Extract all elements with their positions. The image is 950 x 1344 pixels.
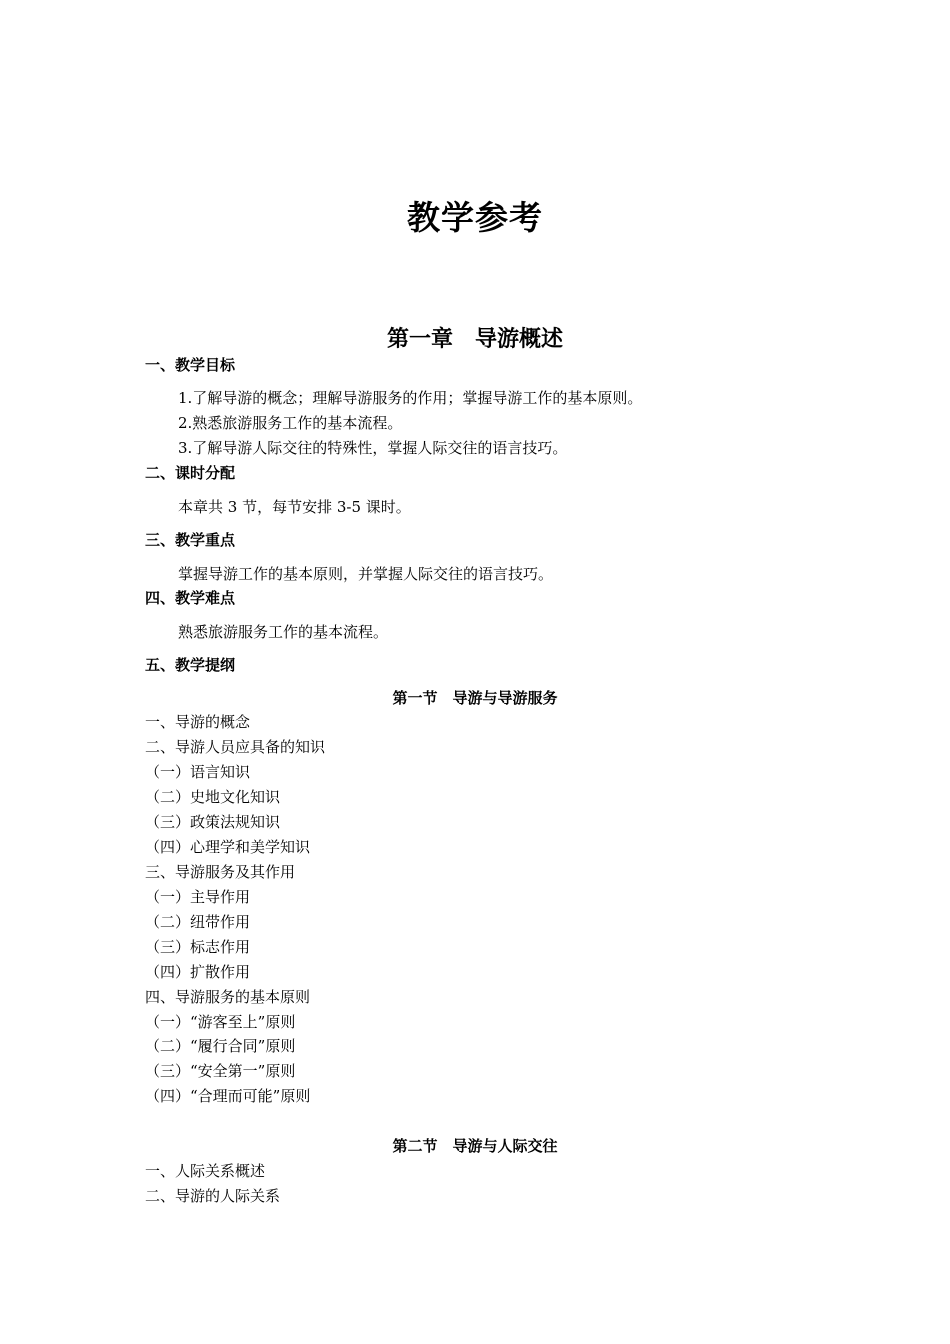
outline-line: （四）扩散作用 <box>145 963 251 981</box>
key-points-text: 掌握导游工作的基本原则，并掌握人际交往的语言技巧。 <box>178 565 554 583</box>
document-title: 教学参考 <box>407 198 543 237</box>
outline-line: （二）史地文化知识 <box>145 788 281 806</box>
outline-line: （二）纽带作用 <box>145 913 251 931</box>
objective-item: 1.了解导游的概念；理解导游服务的作用；掌握导游工作的基本原则。 <box>178 389 643 407</box>
heading-objectives: 一、教学目标 <box>145 356 236 374</box>
objective-item: 3.了解导游人际交往的特殊性，掌握人际交往的语言技巧。 <box>178 439 568 457</box>
outline-line: 二、导游人员应具备的知识 <box>145 738 326 756</box>
heading-difficulties: 四、教学难点 <box>145 589 236 607</box>
heading-key-points: 三、教学重点 <box>145 531 236 549</box>
outline-line: （一）语言知识 <box>145 763 251 781</box>
outline-line: 二、导游的人际关系 <box>145 1187 281 1205</box>
heading-hours: 二、课时分配 <box>145 464 236 482</box>
chapter-title: 第一章 导游概述 <box>386 327 563 352</box>
outline-line: （一）“游客至上”原则 <box>145 1013 296 1031</box>
section1-title: 第一节 导游与导游服务 <box>392 689 558 707</box>
section2-title: 第二节 导游与人际交往 <box>392 1137 558 1155</box>
outline-line: （四）心理学和美学知识 <box>145 838 311 856</box>
hours-text: 本章共 3 节，每节安排 3-5 课时。 <box>178 498 411 516</box>
outline-line: 三、导游服务及其作用 <box>145 863 296 881</box>
outline-line: 一、导游的概念 <box>145 713 251 731</box>
outline-line: （三）政策法规知识 <box>145 813 281 831</box>
outline-line: 四、导游服务的基本原则 <box>145 988 311 1006</box>
outline-line: （三）标志作用 <box>145 938 251 956</box>
outline-line: （三）“安全第一”原则 <box>145 1062 296 1080</box>
outline-line: 一、人际关系概述 <box>145 1162 266 1180</box>
objective-item: 2.熟悉旅游服务工作的基本流程。 <box>178 414 403 432</box>
outline-line: （四）“合理而可能”原则 <box>145 1087 311 1105</box>
heading-outline: 五、教学提纲 <box>145 656 236 674</box>
outline-line: （二）“履行合同”原则 <box>145 1037 296 1055</box>
difficulties-text: 熟悉旅游服务工作的基本流程。 <box>178 623 389 641</box>
outline-line: （一）主导作用 <box>145 888 251 906</box>
